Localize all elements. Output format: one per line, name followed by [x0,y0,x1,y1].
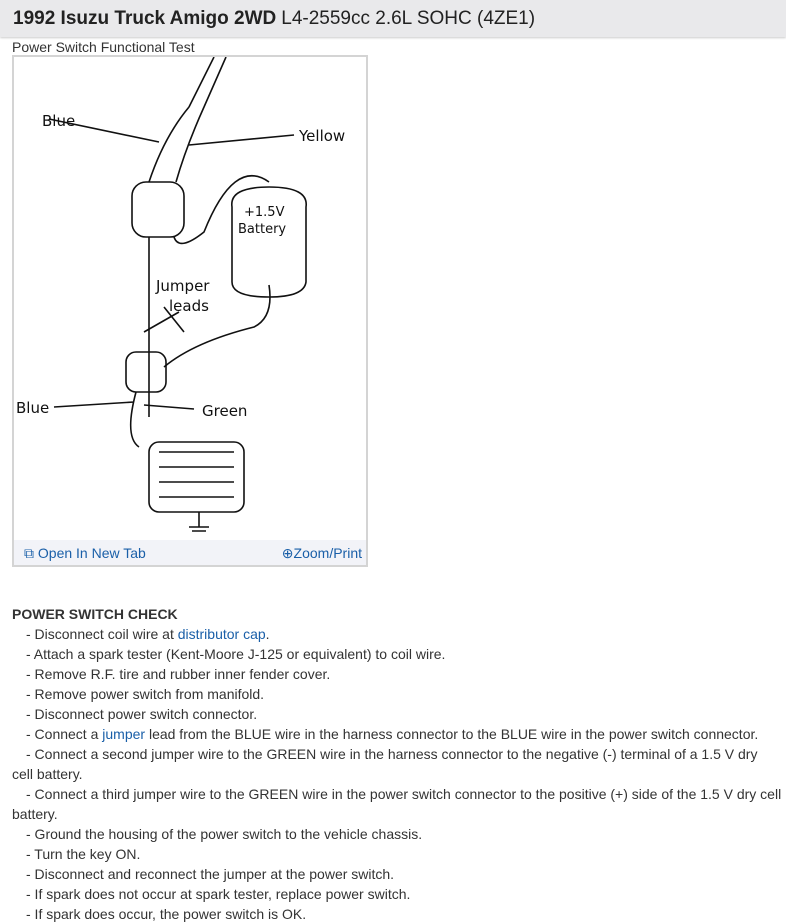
step-item [12,704,782,724]
open-new-tab-link[interactable] [24,545,146,562]
label-jumper: Jumper [156,277,210,295]
step-text: - Disconnect coil wire at [26,626,178,642]
step-text: - Turn the key ON. [26,846,141,862]
vehicle-title: 1992 Isuzu Truck Amigo 2WD [13,7,277,29]
step-item [12,724,782,744]
step-text: - Attach a spark tester (Kent-Moore J-125 or equivalent) to coil wire. [26,646,446,662]
step-text: - Connect a [26,726,103,742]
step-text: - Connect a second jumper wire to the GREEN wire in the harness connector to the negative (-) terminal of a 1.5 V dry cell battery. [12,746,758,782]
figure-footer [14,540,366,565]
label-blue-top: Blue [42,112,76,130]
step-link[interactable]: distributor cap [177,626,266,642]
step-text: - If spark does not occur at spark tester, replace power switch. [26,886,411,902]
zoom-icon: ⊕ [281,545,294,561]
engine-spec: L4-2559cc 2.6L SOHC (4ZE1) [281,7,536,29]
step-item [12,664,782,684]
step-item [12,884,782,904]
step-item [12,784,782,824]
step-text: - Disconnect power switch connector. [26,706,258,722]
step-item [12,684,782,704]
step-link[interactable]: jumper [102,726,146,742]
step-item [12,624,782,644]
label-leads: leads [169,297,209,315]
open-tab-label: Open In New Tab [37,545,146,561]
step-text-end: . [265,626,270,642]
page-header [0,0,786,37]
step-text: - Ground the housing of the power switch to the vehicle chassis. [26,826,423,842]
step-text: - If spark does occur, the power switch is OK. [26,906,307,922]
label-battery-voltage: +1.5V [244,205,285,220]
label-battery: Battery [238,222,287,237]
figure-caption: Power Switch Functional Test [12,39,195,55]
step-text: - Disconnect and reconnect the jumper at the power switch. [26,866,395,882]
zoom-print-link[interactable] [282,545,362,562]
step-item [12,844,782,864]
section-title: POWER SWITCH CHECK [12,606,178,622]
step-item [12,824,782,844]
label-blue-bottom: Blue [16,399,50,417]
step-text: - Connect a third jumper wire to the GREEN wire in the power switch connector to the positive (+) side of the 1.5 V dry cell battery. [12,786,782,822]
power-switch-check-section [12,604,782,924]
label-yellow: Yellow [299,127,346,145]
open-tab-icon: ⧉ [24,545,34,561]
step-text-end: lead from the BLUE wire in the harness connector to the BLUE wire in the power switch connector. [145,726,759,742]
steps-list [12,624,782,924]
step-text: - Remove R.F. tire and rubber inner fender cover. [26,666,331,682]
zoom-print-label: Zoom/Print [293,545,362,561]
diagram-figure [12,55,368,567]
step-item [12,644,782,664]
step-item [12,864,782,884]
step-item [12,904,782,924]
step-text: - Remove power switch from manifold. [26,686,265,702]
step-item [12,744,782,784]
label-green: Green [202,402,248,420]
